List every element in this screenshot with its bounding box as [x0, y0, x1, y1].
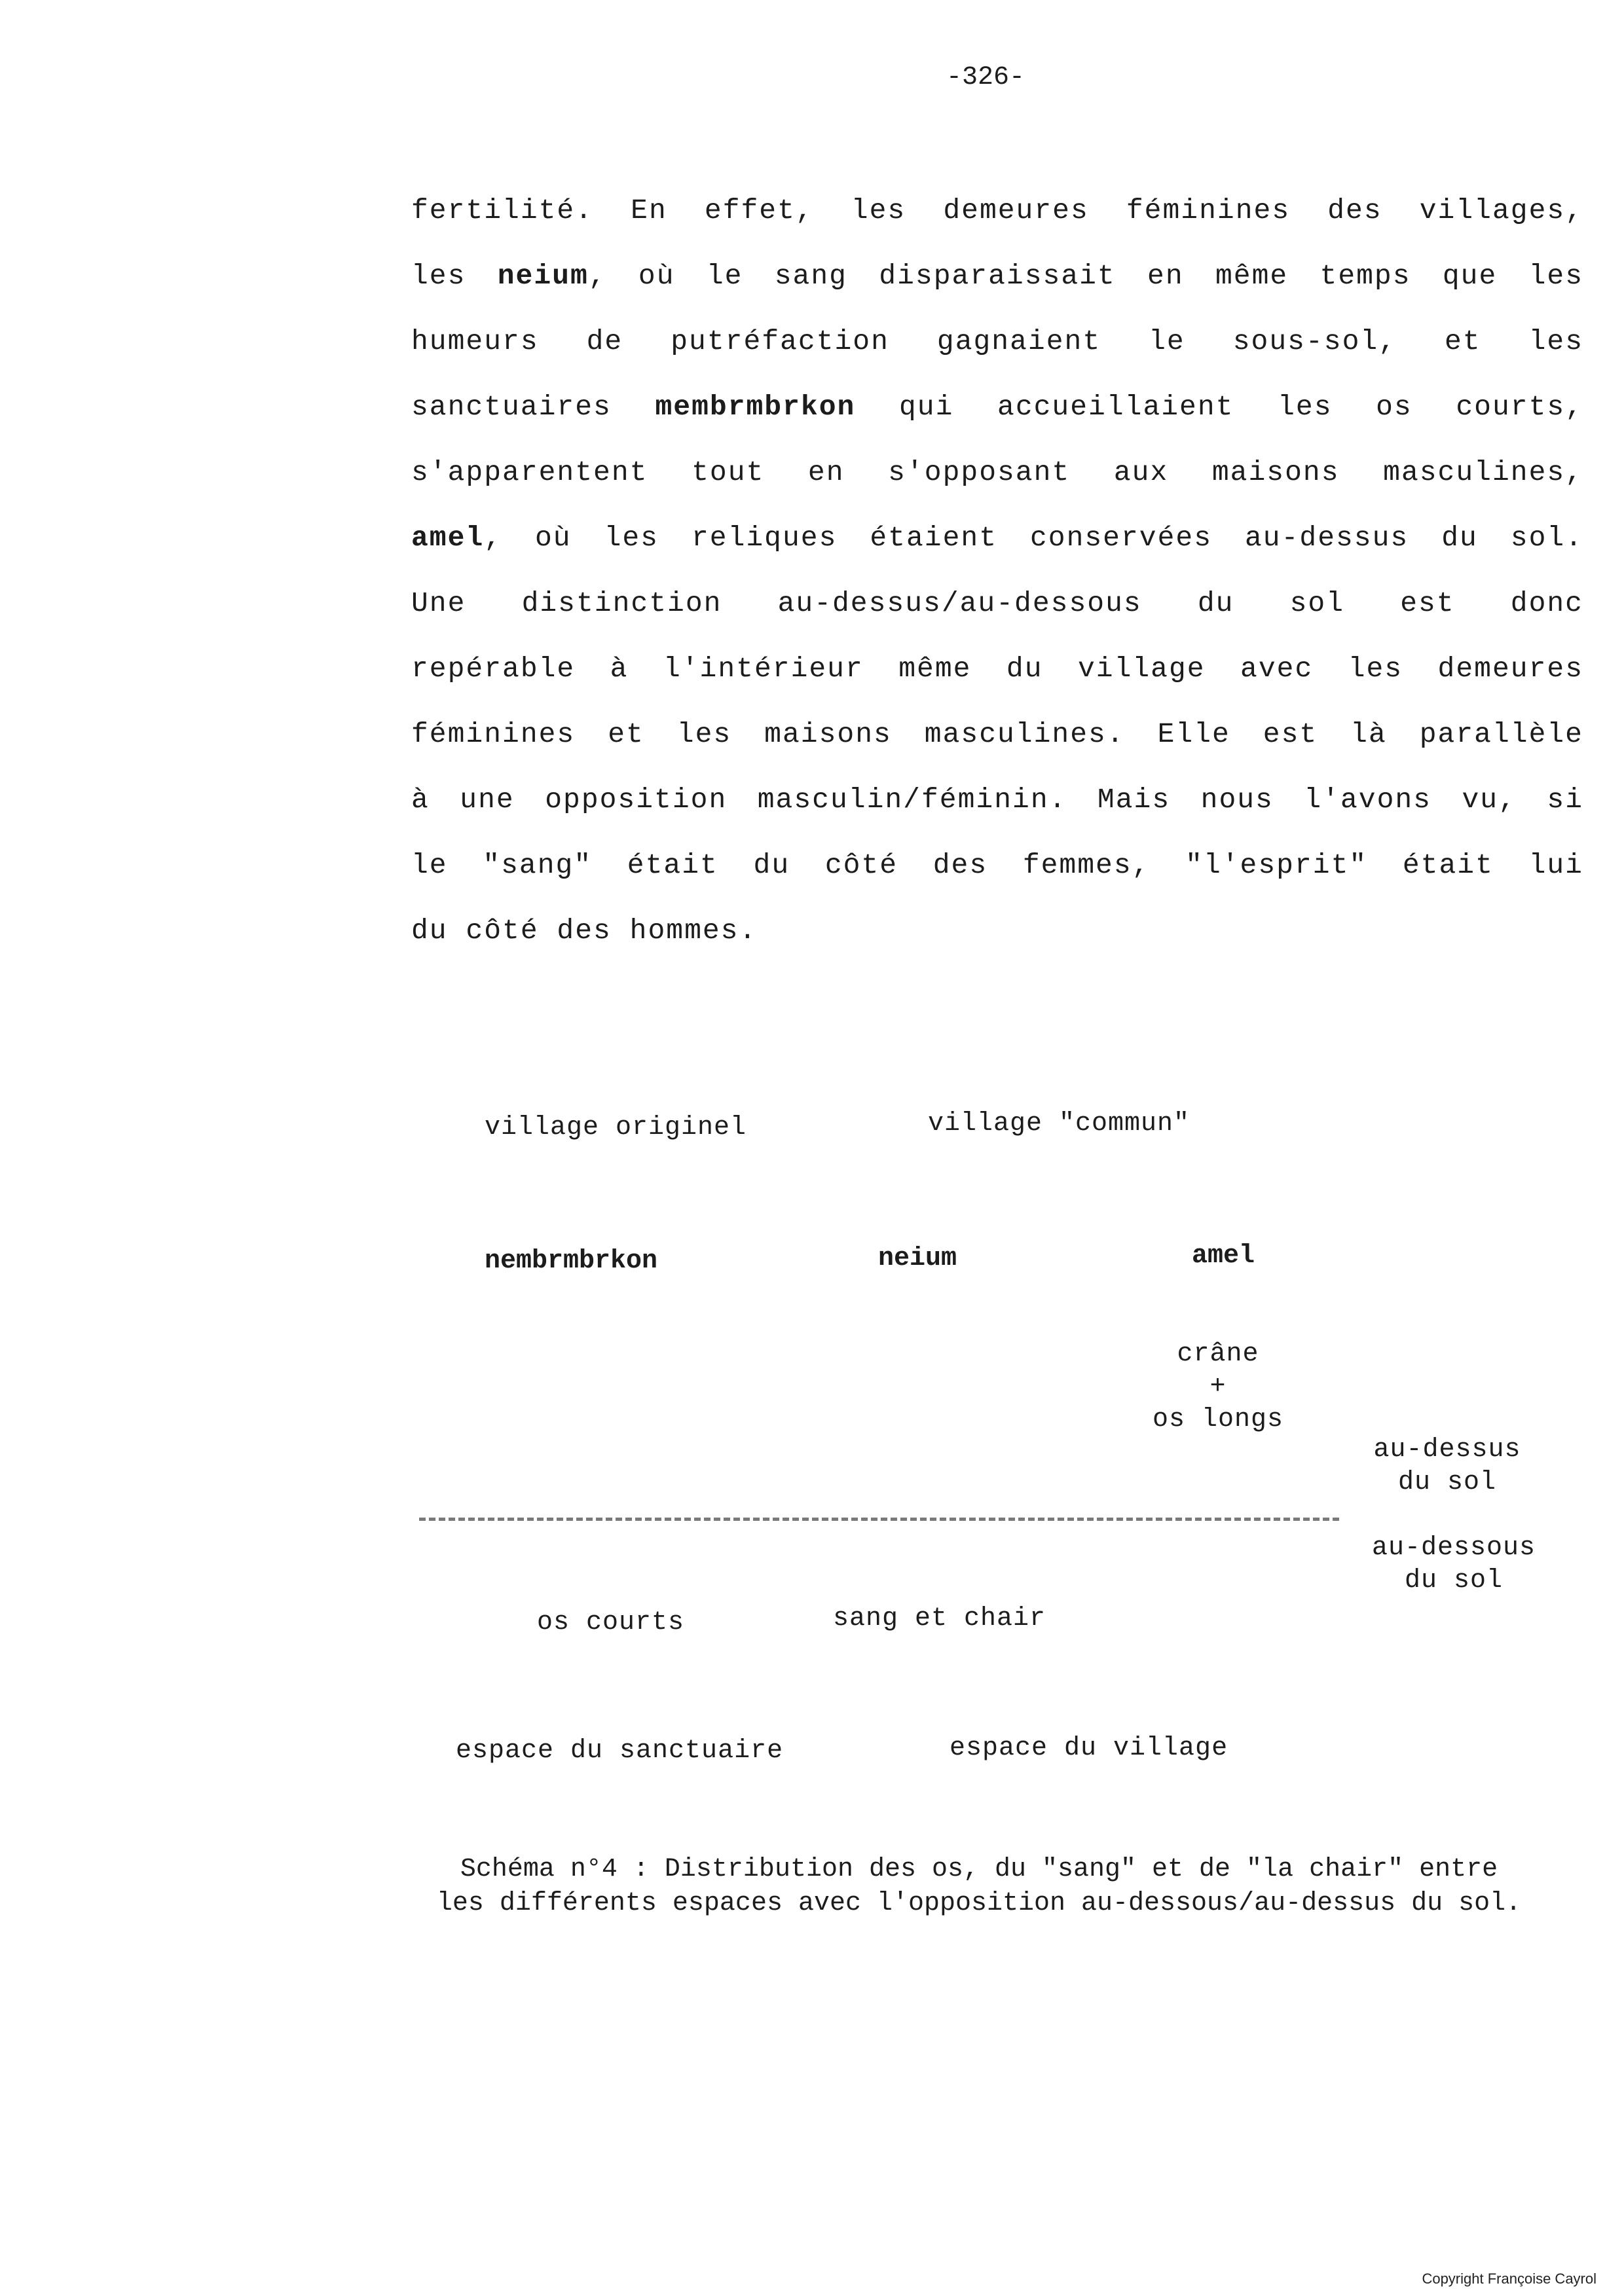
term-neium: neium: [878, 1244, 957, 1273]
body-paragraph: [411, 191, 1583, 977]
label-crane: crâne: [1177, 1339, 1259, 1369]
label-du-sol-above: du sol: [1397, 1468, 1497, 1497]
body-line: le "sang" était du côté des femmes, "l'esprit" était lui: [411, 849, 1583, 881]
native-term: amel: [411, 522, 485, 554]
copyright-notice: Copyright Françoise Cayrol: [1422, 2270, 1596, 2287]
body-line: humeurs de putréfaction gagnaient le sous-sol, et les: [411, 325, 1583, 357]
body-line: amel, où les reliques étaient conservées au-dessus du sol.: [411, 522, 1583, 554]
label-village-originel: village originel: [485, 1113, 747, 1142]
body-line: sanctuaires membrmbrkon qui accueillaient les os courts,: [411, 391, 1583, 423]
caption-line-2: les différents espaces avec l'opposition au-dessous/au-dessus du sol.: [436, 1889, 1522, 1918]
label-sang-et-chair: sang et chair: [833, 1604, 1046, 1633]
page-number: -326-: [946, 63, 1025, 92]
native-term: neium: [497, 260, 589, 292]
label-au-dessous: au-dessous: [1371, 1533, 1536, 1563]
label-os-longs: os longs: [1152, 1405, 1284, 1434]
figure-caption: [367, 1853, 1591, 1921]
label-espace-village: espace du village: [950, 1734, 1228, 1763]
body-line: Une distinction au-dessus/au-dessous du sol est donc: [411, 587, 1583, 619]
body-line: repérable à l'intérieur même du village avec les demeures: [411, 653, 1583, 685]
body-line: fertilité. En effet, les demeures féminines des villages,: [411, 194, 1583, 227]
label-du-sol-below: du sol: [1404, 1566, 1504, 1595]
body-line: à une opposition masculin/féminin. Mais nous l'avons vu, si: [411, 784, 1583, 816]
caption-line-1: Schéma n°4 : Distribution des os, du "sang" et de "la chair" entre: [460, 1855, 1498, 1884]
body-line: s'apparentent tout en s'opposant aux maisons masculines,: [411, 456, 1583, 488]
body-line: les neium, où le sang disparaissait en même temps que les: [411, 260, 1583, 292]
label-au-dessus: au-dessus: [1373, 1435, 1521, 1465]
ground-level-line: [419, 1518, 1339, 1521]
label-below-ground: [1372, 1532, 1536, 1597]
body-line: féminines et les maisons masculines. Elle est là parallèle: [411, 718, 1583, 750]
label-espace-sanctuaire: espace du sanctuaire: [456, 1736, 784, 1766]
body-line: du côté des hommes.: [411, 915, 758, 947]
label-plus: +: [1209, 1372, 1227, 1402]
term-amel: amel: [1192, 1241, 1255, 1271]
label-village-commun: village "commun": [928, 1109, 1190, 1139]
label-above-ground: [1373, 1434, 1521, 1499]
bones-skull-long: [1153, 1338, 1283, 1436]
label-os-courts: os courts: [537, 1608, 685, 1637]
term-nembrmbrkon: nembrmbrkon: [485, 1247, 658, 1276]
native-term: membrmbrkon: [655, 391, 856, 423]
